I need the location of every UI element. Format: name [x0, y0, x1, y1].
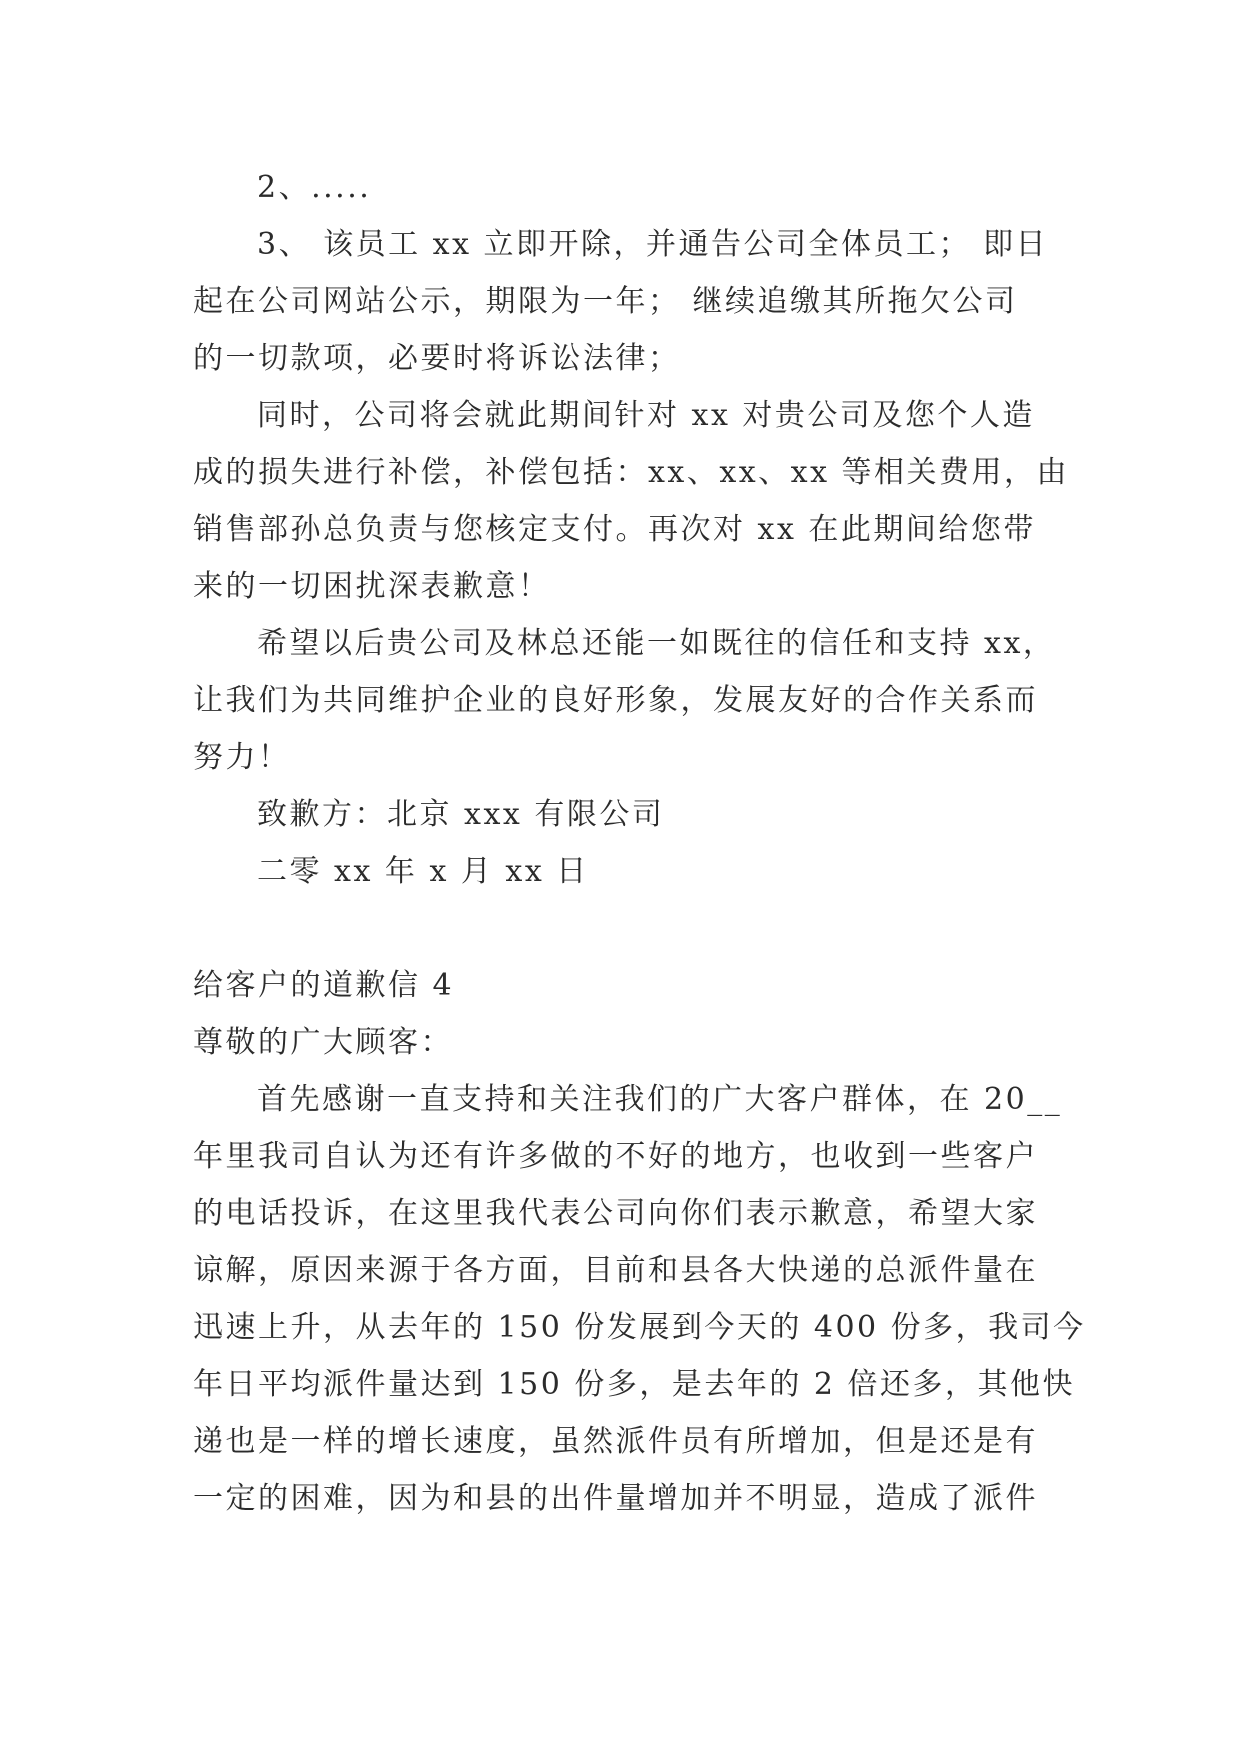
paragraph-compensation-line-3: 销售部孙总负责与您核定支付。再次对 xx 在此期间给您带	[193, 512, 1036, 547]
salutation: 尊敬的广大顾客：	[193, 1025, 453, 1060]
paragraph-body-line-3: 的电话投诉，在这里我代表公司向你们表示歉意，希望大家	[193, 1196, 1038, 1231]
list-item-3-line-3: 的一切款项，必要时将诉讼法律；	[193, 341, 681, 376]
paragraph-body-line-6: 年日平均派件量达到 150 份多，是去年的 2 倍还多，其他快	[193, 1367, 1075, 1402]
list-item-3-line-1: 3、 该员工 xx 立即开除，并通告公司全体员工； 即日	[257, 227, 1049, 262]
paragraph-hope-line-2: 让我们为共同维护企业的良好形象，发展友好的合作关系而	[193, 683, 1038, 718]
paragraph-body-line-8: 一定的困难，因为和县的出件量增加并不明显，造成了派件	[193, 1481, 1038, 1516]
paragraph-body-line-7: 递也是一样的增长速度，虽然派件员有所增加，但是还是有	[193, 1424, 1038, 1459]
paragraph-body-line-5: 迅速上升，从去年的 150 份发展到今天的 400 份多，我司今	[193, 1310, 1086, 1345]
paragraph-compensation-line-1: 同时，公司将会就此期间针对 xx 对贵公司及您个人造	[257, 398, 1035, 433]
list-item-3-line-2: 起在公司网站公示，期限为一年； 继续追缴其所拖欠公司	[193, 284, 1018, 319]
paragraph-hope-line-3: 努力！	[193, 740, 291, 775]
paragraph-body-line-4: 谅解，原因来源于各方面，目前和县各大快递的总派件量在	[193, 1253, 1038, 1288]
paragraph-body-line-2: 年里我司自认为还有许多做的不好的地方，也收到一些客户	[193, 1139, 1038, 1174]
list-item-2: 2、.....	[257, 170, 372, 205]
paragraph-compensation-line-4: 来的一切困扰深表歉意！	[193, 569, 551, 604]
signature-company: 致歉方：北京 xxx 有限公司	[257, 797, 665, 832]
paragraph-hope-line-1: 希望以后贵公司及林总还能一如既往的信任和支持 xx，	[257, 626, 1056, 661]
paragraph-body-line-1: 首先感谢一直支持和关注我们的广大客户群体，在 20__	[257, 1082, 1063, 1117]
signature-date: 二零 xx 年 x 月 xx 日	[257, 854, 589, 889]
section-title: 给客户的道歉信 4	[193, 968, 455, 1003]
paragraph-compensation-line-2: 成的损失进行补偿，补偿包括：xx、xx、xx 等相关费用，由	[193, 455, 1070, 490]
